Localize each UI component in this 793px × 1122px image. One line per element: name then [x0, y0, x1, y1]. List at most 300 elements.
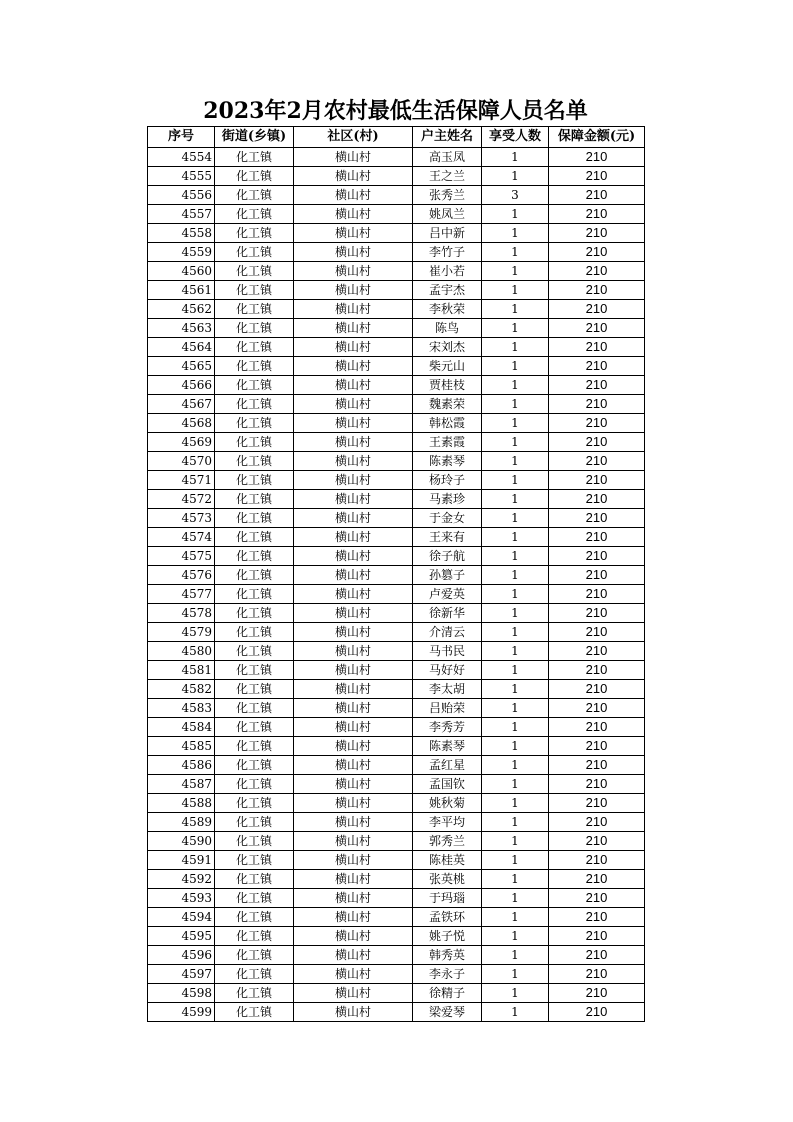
- people-count-cell: 1: [482, 319, 549, 338]
- people-count-cell: 1: [482, 699, 549, 718]
- householder-cell: 孟国钦: [413, 775, 482, 794]
- people-count-cell: 1: [482, 205, 549, 224]
- serial-cell: 4564: [148, 338, 215, 357]
- street-cell: 化工镇: [215, 642, 294, 661]
- serial-cell: 4589: [148, 813, 215, 832]
- amount-cell: 210: [549, 927, 645, 946]
- table-header-row: [148, 127, 645, 148]
- serial-cell: 4575: [148, 547, 215, 566]
- street-cell: 化工镇: [215, 528, 294, 547]
- people-count-cell: 1: [482, 642, 549, 661]
- street-cell: 化工镇: [215, 908, 294, 927]
- householder-cell: 孙篡子: [413, 566, 482, 585]
- amount-cell: 210: [549, 148, 645, 167]
- village-cell: 横山村: [294, 224, 413, 243]
- table-row: [148, 889, 645, 908]
- village-cell: 横山村: [294, 262, 413, 281]
- street-cell: 化工镇: [215, 1003, 294, 1022]
- people-count-cell: 1: [482, 889, 549, 908]
- people-count-cell: 1: [482, 243, 549, 262]
- householder-cell: 李永子: [413, 965, 482, 984]
- street-cell: 化工镇: [215, 699, 294, 718]
- amount-cell: 210: [549, 281, 645, 300]
- serial-cell: 4557: [148, 205, 215, 224]
- table-row: [148, 623, 645, 642]
- householder-cell: 崔小若: [413, 262, 482, 281]
- people-count-cell: 1: [482, 566, 549, 585]
- householder-cell: 梁爱琴: [413, 1003, 482, 1022]
- people-count-cell: 1: [482, 490, 549, 509]
- street-cell: 化工镇: [215, 205, 294, 224]
- table-row: [148, 262, 645, 281]
- table-row: [148, 281, 645, 300]
- householder-cell: 王来有: [413, 528, 482, 547]
- street-cell: 化工镇: [215, 870, 294, 889]
- village-cell: 横山村: [294, 433, 413, 452]
- serial-cell: 4569: [148, 433, 215, 452]
- people-count-cell: 1: [482, 509, 549, 528]
- village-cell: 横山村: [294, 870, 413, 889]
- village-cell: 横山村: [294, 623, 413, 642]
- village-cell: 横山村: [294, 984, 413, 1003]
- amount-cell: 210: [549, 718, 645, 737]
- page-title: 2023年2月农村最低生活保障人员名单: [203, 98, 588, 124]
- serial-cell: 4578: [148, 604, 215, 623]
- householder-cell: 陈桂英: [413, 851, 482, 870]
- amount-cell: 210: [549, 376, 645, 395]
- table-row: [148, 148, 645, 167]
- table-row: [148, 205, 645, 224]
- serial-cell: 4559: [148, 243, 215, 262]
- householder-cell: 介清云: [413, 623, 482, 642]
- serial-cell: 4584: [148, 718, 215, 737]
- serial-cell: 4594: [148, 908, 215, 927]
- village-cell: 横山村: [294, 167, 413, 186]
- table-row: [148, 832, 645, 851]
- serial-cell: 4573: [148, 509, 215, 528]
- table-row: [148, 566, 645, 585]
- amount-cell: 210: [549, 680, 645, 699]
- village-cell: 横山村: [294, 1003, 413, 1022]
- table-row: [148, 433, 645, 452]
- village-cell: 横山村: [294, 148, 413, 167]
- people-count-cell: 1: [482, 927, 549, 946]
- serial-cell: 4568: [148, 414, 215, 433]
- street-cell: 化工镇: [215, 357, 294, 376]
- street-cell: 化工镇: [215, 224, 294, 243]
- householder-cell: 李秋荣: [413, 300, 482, 319]
- village-cell: 横山村: [294, 281, 413, 300]
- village-cell: 横山村: [294, 357, 413, 376]
- street-cell: 化工镇: [215, 832, 294, 851]
- amount-cell: 210: [549, 338, 645, 357]
- serial-cell: 4570: [148, 452, 215, 471]
- serial-cell: 4582: [148, 680, 215, 699]
- amount-cell: 210: [549, 984, 645, 1003]
- serial-cell: 4590: [148, 832, 215, 851]
- householder-cell: 杨玲子: [413, 471, 482, 490]
- amount-cell: 210: [549, 737, 645, 756]
- people-count-cell: 1: [482, 433, 549, 452]
- serial-cell: 4574: [148, 528, 215, 547]
- table-row: [148, 167, 645, 186]
- table-row: [148, 509, 645, 528]
- amount-cell: 210: [549, 357, 645, 376]
- householder-cell: 李竹子: [413, 243, 482, 262]
- amount-cell: 210: [549, 205, 645, 224]
- village-cell: 横山村: [294, 547, 413, 566]
- street-cell: 化工镇: [215, 585, 294, 604]
- village-cell: 横山村: [294, 642, 413, 661]
- street-cell: 化工镇: [215, 338, 294, 357]
- table-row: [148, 927, 645, 946]
- amount-cell: 210: [549, 300, 645, 319]
- village-cell: 横山村: [294, 718, 413, 737]
- table-row: [148, 965, 645, 984]
- street-cell: 化工镇: [215, 148, 294, 167]
- householder-cell: 柴元山: [413, 357, 482, 376]
- street-cell: 化工镇: [215, 300, 294, 319]
- village-cell: 横山村: [294, 756, 413, 775]
- village-cell: 横山村: [294, 946, 413, 965]
- amount-cell: 210: [549, 167, 645, 186]
- people-count-cell: 1: [482, 870, 549, 889]
- table-row: [148, 870, 645, 889]
- householder-cell: 陈鸟: [413, 319, 482, 338]
- table-row: [148, 186, 645, 205]
- serial-cell: 4579: [148, 623, 215, 642]
- table-row: [148, 414, 645, 433]
- street-cell: 化工镇: [215, 167, 294, 186]
- table-row: [148, 490, 645, 509]
- householder-cell: 王之兰: [413, 167, 482, 186]
- header-householder: 户主姓名: [413, 127, 482, 148]
- table-row: [148, 604, 645, 623]
- table-row: [148, 300, 645, 319]
- table-row: [148, 452, 645, 471]
- serial-cell: 4562: [148, 300, 215, 319]
- people-count-cell: 1: [482, 452, 549, 471]
- people-count-cell: 1: [482, 547, 549, 566]
- householder-cell: 卢爱英: [413, 585, 482, 604]
- street-cell: 化工镇: [215, 813, 294, 832]
- street-cell: 化工镇: [215, 433, 294, 452]
- village-cell: 横山村: [294, 680, 413, 699]
- people-count-cell: 1: [482, 281, 549, 300]
- householder-cell: 徐子航: [413, 547, 482, 566]
- people-count-cell: 1: [482, 984, 549, 1003]
- street-cell: 化工镇: [215, 680, 294, 699]
- householder-cell: 孟宇杰: [413, 281, 482, 300]
- people-count-cell: 1: [482, 737, 549, 756]
- table-row: [148, 1003, 645, 1022]
- village-cell: 横山村: [294, 528, 413, 547]
- people-count-cell: 1: [482, 357, 549, 376]
- householder-cell: 王素霞: [413, 433, 482, 452]
- table-row: [148, 642, 645, 661]
- people-count-cell: 1: [482, 300, 549, 319]
- header-serial: 序号: [148, 127, 215, 148]
- householder-cell: 吕中新: [413, 224, 482, 243]
- amount-cell: 210: [549, 471, 645, 490]
- amount-cell: 210: [549, 794, 645, 813]
- householder-cell: 李平均: [413, 813, 482, 832]
- village-cell: 横山村: [294, 319, 413, 338]
- people-count-cell: 1: [482, 395, 549, 414]
- village-cell: 横山村: [294, 395, 413, 414]
- people-count-cell: 1: [482, 338, 549, 357]
- village-cell: 横山村: [294, 832, 413, 851]
- village-cell: 横山村: [294, 813, 413, 832]
- village-cell: 横山村: [294, 699, 413, 718]
- table-row: [148, 661, 645, 680]
- serial-cell: 4554: [148, 148, 215, 167]
- householder-cell: 吕贻荣: [413, 699, 482, 718]
- serial-cell: 4555: [148, 167, 215, 186]
- amount-cell: 210: [549, 433, 645, 452]
- village-cell: 横山村: [294, 509, 413, 528]
- table-row: [148, 319, 645, 338]
- street-cell: 化工镇: [215, 509, 294, 528]
- street-cell: 化工镇: [215, 281, 294, 300]
- table-row: [148, 680, 645, 699]
- householder-cell: 徐精子: [413, 984, 482, 1003]
- village-cell: 横山村: [294, 927, 413, 946]
- people-count-cell: 1: [482, 851, 549, 870]
- amount-cell: 210: [549, 224, 645, 243]
- street-cell: 化工镇: [215, 794, 294, 813]
- village-cell: 横山村: [294, 205, 413, 224]
- table-row: [148, 224, 645, 243]
- street-cell: 化工镇: [215, 718, 294, 737]
- street-cell: 化工镇: [215, 661, 294, 680]
- street-cell: 化工镇: [215, 566, 294, 585]
- village-cell: 横山村: [294, 452, 413, 471]
- amount-cell: 210: [549, 1003, 645, 1022]
- householder-cell: 陈素琴: [413, 737, 482, 756]
- householder-cell: 徐新华: [413, 604, 482, 623]
- people-count-cell: 1: [482, 718, 549, 737]
- table-row: [148, 528, 645, 547]
- amount-cell: 210: [549, 414, 645, 433]
- village-cell: 横山村: [294, 490, 413, 509]
- village-cell: 横山村: [294, 414, 413, 433]
- table-row: [148, 585, 645, 604]
- people-count-cell: 1: [482, 775, 549, 794]
- village-cell: 横山村: [294, 851, 413, 870]
- village-cell: 横山村: [294, 585, 413, 604]
- street-cell: 化工镇: [215, 414, 294, 433]
- serial-cell: 4585: [148, 737, 215, 756]
- amount-cell: 210: [549, 604, 645, 623]
- table-row: [148, 794, 645, 813]
- householder-cell: 姚子悦: [413, 927, 482, 946]
- amount-cell: 210: [549, 262, 645, 281]
- serial-cell: 4572: [148, 490, 215, 509]
- street-cell: 化工镇: [215, 889, 294, 908]
- street-cell: 化工镇: [215, 262, 294, 281]
- village-cell: 横山村: [294, 300, 413, 319]
- householder-cell: 孟铁环: [413, 908, 482, 927]
- table-row: [148, 395, 645, 414]
- serial-cell: 4583: [148, 699, 215, 718]
- amount-cell: 210: [549, 243, 645, 262]
- street-cell: 化工镇: [215, 490, 294, 509]
- householder-cell: 于玛瑙: [413, 889, 482, 908]
- people-count-cell: 1: [482, 262, 549, 281]
- street-cell: 化工镇: [215, 547, 294, 566]
- table-row: [148, 851, 645, 870]
- street-cell: 化工镇: [215, 376, 294, 395]
- householder-cell: 郭秀兰: [413, 832, 482, 851]
- amount-cell: 210: [549, 908, 645, 927]
- amount-cell: 210: [549, 528, 645, 547]
- householder-cell: 姚凤兰: [413, 205, 482, 224]
- people-count-cell: 1: [482, 604, 549, 623]
- street-cell: 化工镇: [215, 737, 294, 756]
- header-street: 街道(乡镇): [215, 127, 294, 148]
- people-count-cell: 1: [482, 946, 549, 965]
- street-cell: 化工镇: [215, 623, 294, 642]
- householder-cell: 马素珍: [413, 490, 482, 509]
- serial-cell: 4581: [148, 661, 215, 680]
- householder-cell: 陈素琴: [413, 452, 482, 471]
- table-row: [148, 946, 645, 965]
- table-row: [148, 376, 645, 395]
- village-cell: 横山村: [294, 376, 413, 395]
- amount-cell: 210: [549, 186, 645, 205]
- table-row: [148, 338, 645, 357]
- people-count-cell: 1: [482, 585, 549, 604]
- people-count-cell: 1: [482, 376, 549, 395]
- serial-cell: 4565: [148, 357, 215, 376]
- people-count-cell: 1: [482, 471, 549, 490]
- householder-cell: 贾桂枝: [413, 376, 482, 395]
- serial-cell: 4566: [148, 376, 215, 395]
- table-row: [148, 357, 645, 376]
- amount-cell: 210: [549, 547, 645, 566]
- amount-cell: 210: [549, 319, 645, 338]
- amount-cell: 210: [549, 832, 645, 851]
- serial-cell: 4558: [148, 224, 215, 243]
- recipient-table: [147, 126, 645, 1022]
- householder-cell: 马好好: [413, 661, 482, 680]
- street-cell: 化工镇: [215, 471, 294, 490]
- street-cell: 化工镇: [215, 186, 294, 205]
- amount-cell: 210: [549, 395, 645, 414]
- village-cell: 横山村: [294, 471, 413, 490]
- serial-cell: 4591: [148, 851, 215, 870]
- amount-cell: 210: [549, 509, 645, 528]
- serial-cell: 4561: [148, 281, 215, 300]
- people-count-cell: 1: [482, 224, 549, 243]
- street-cell: 化工镇: [215, 756, 294, 775]
- table-row: [148, 984, 645, 1003]
- amount-cell: 210: [549, 490, 645, 509]
- serial-cell: 4595: [148, 927, 215, 946]
- amount-cell: 210: [549, 566, 645, 585]
- householder-cell: 李太胡: [413, 680, 482, 699]
- householder-cell: 马书民: [413, 642, 482, 661]
- people-count-cell: 1: [482, 832, 549, 851]
- householder-cell: 高玉凤: [413, 148, 482, 167]
- people-count-cell: 1: [482, 756, 549, 775]
- serial-cell: 4563: [148, 319, 215, 338]
- serial-cell: 4571: [148, 471, 215, 490]
- street-cell: 化工镇: [215, 243, 294, 262]
- serial-cell: 4588: [148, 794, 215, 813]
- people-count-cell: 1: [482, 414, 549, 433]
- amount-cell: 210: [549, 851, 645, 870]
- table-row: [148, 547, 645, 566]
- serial-cell: 4597: [148, 965, 215, 984]
- table-row: [148, 243, 645, 262]
- street-cell: 化工镇: [215, 851, 294, 870]
- serial-cell: 4596: [148, 946, 215, 965]
- amount-cell: 210: [549, 699, 645, 718]
- householder-cell: 张秀兰: [413, 186, 482, 205]
- serial-cell: 4586: [148, 756, 215, 775]
- header-village: 社区(村): [294, 127, 413, 148]
- header-people-count: 享受人数: [482, 127, 549, 148]
- amount-cell: 210: [549, 889, 645, 908]
- amount-cell: 210: [549, 661, 645, 680]
- householder-cell: 宋刘杰: [413, 338, 482, 357]
- village-cell: 横山村: [294, 661, 413, 680]
- village-cell: 横山村: [294, 794, 413, 813]
- people-count-cell: 3: [482, 186, 549, 205]
- village-cell: 横山村: [294, 604, 413, 623]
- serial-cell: 4580: [148, 642, 215, 661]
- amount-cell: 210: [549, 585, 645, 604]
- serial-cell: 4577: [148, 585, 215, 604]
- serial-cell: 4593: [148, 889, 215, 908]
- village-cell: 横山村: [294, 908, 413, 927]
- householder-cell: 张英桃: [413, 870, 482, 889]
- street-cell: 化工镇: [215, 775, 294, 794]
- serial-cell: 4598: [148, 984, 215, 1003]
- table-row: [148, 737, 645, 756]
- people-count-cell: 1: [482, 908, 549, 927]
- amount-cell: 210: [549, 965, 645, 984]
- table-row: [148, 756, 645, 775]
- people-count-cell: 1: [482, 680, 549, 699]
- village-cell: 横山村: [294, 566, 413, 585]
- householder-cell: 孟红星: [413, 756, 482, 775]
- amount-cell: 210: [549, 775, 645, 794]
- serial-cell: 4599: [148, 1003, 215, 1022]
- village-cell: 横山村: [294, 338, 413, 357]
- amount-cell: 210: [549, 623, 645, 642]
- people-count-cell: 1: [482, 528, 549, 547]
- amount-cell: 210: [549, 642, 645, 661]
- amount-cell: 210: [549, 946, 645, 965]
- table-row: [148, 908, 645, 927]
- people-count-cell: 1: [482, 661, 549, 680]
- serial-cell: 4567: [148, 395, 215, 414]
- table-row: [148, 699, 645, 718]
- people-count-cell: 1: [482, 794, 549, 813]
- amount-cell: 210: [549, 452, 645, 471]
- table-row: [148, 775, 645, 794]
- village-cell: 横山村: [294, 737, 413, 756]
- amount-cell: 210: [549, 813, 645, 832]
- people-count-cell: 1: [482, 813, 549, 832]
- householder-cell: 李秀芳: [413, 718, 482, 737]
- people-count-cell: 1: [482, 167, 549, 186]
- householder-cell: 韩松霞: [413, 414, 482, 433]
- street-cell: 化工镇: [215, 946, 294, 965]
